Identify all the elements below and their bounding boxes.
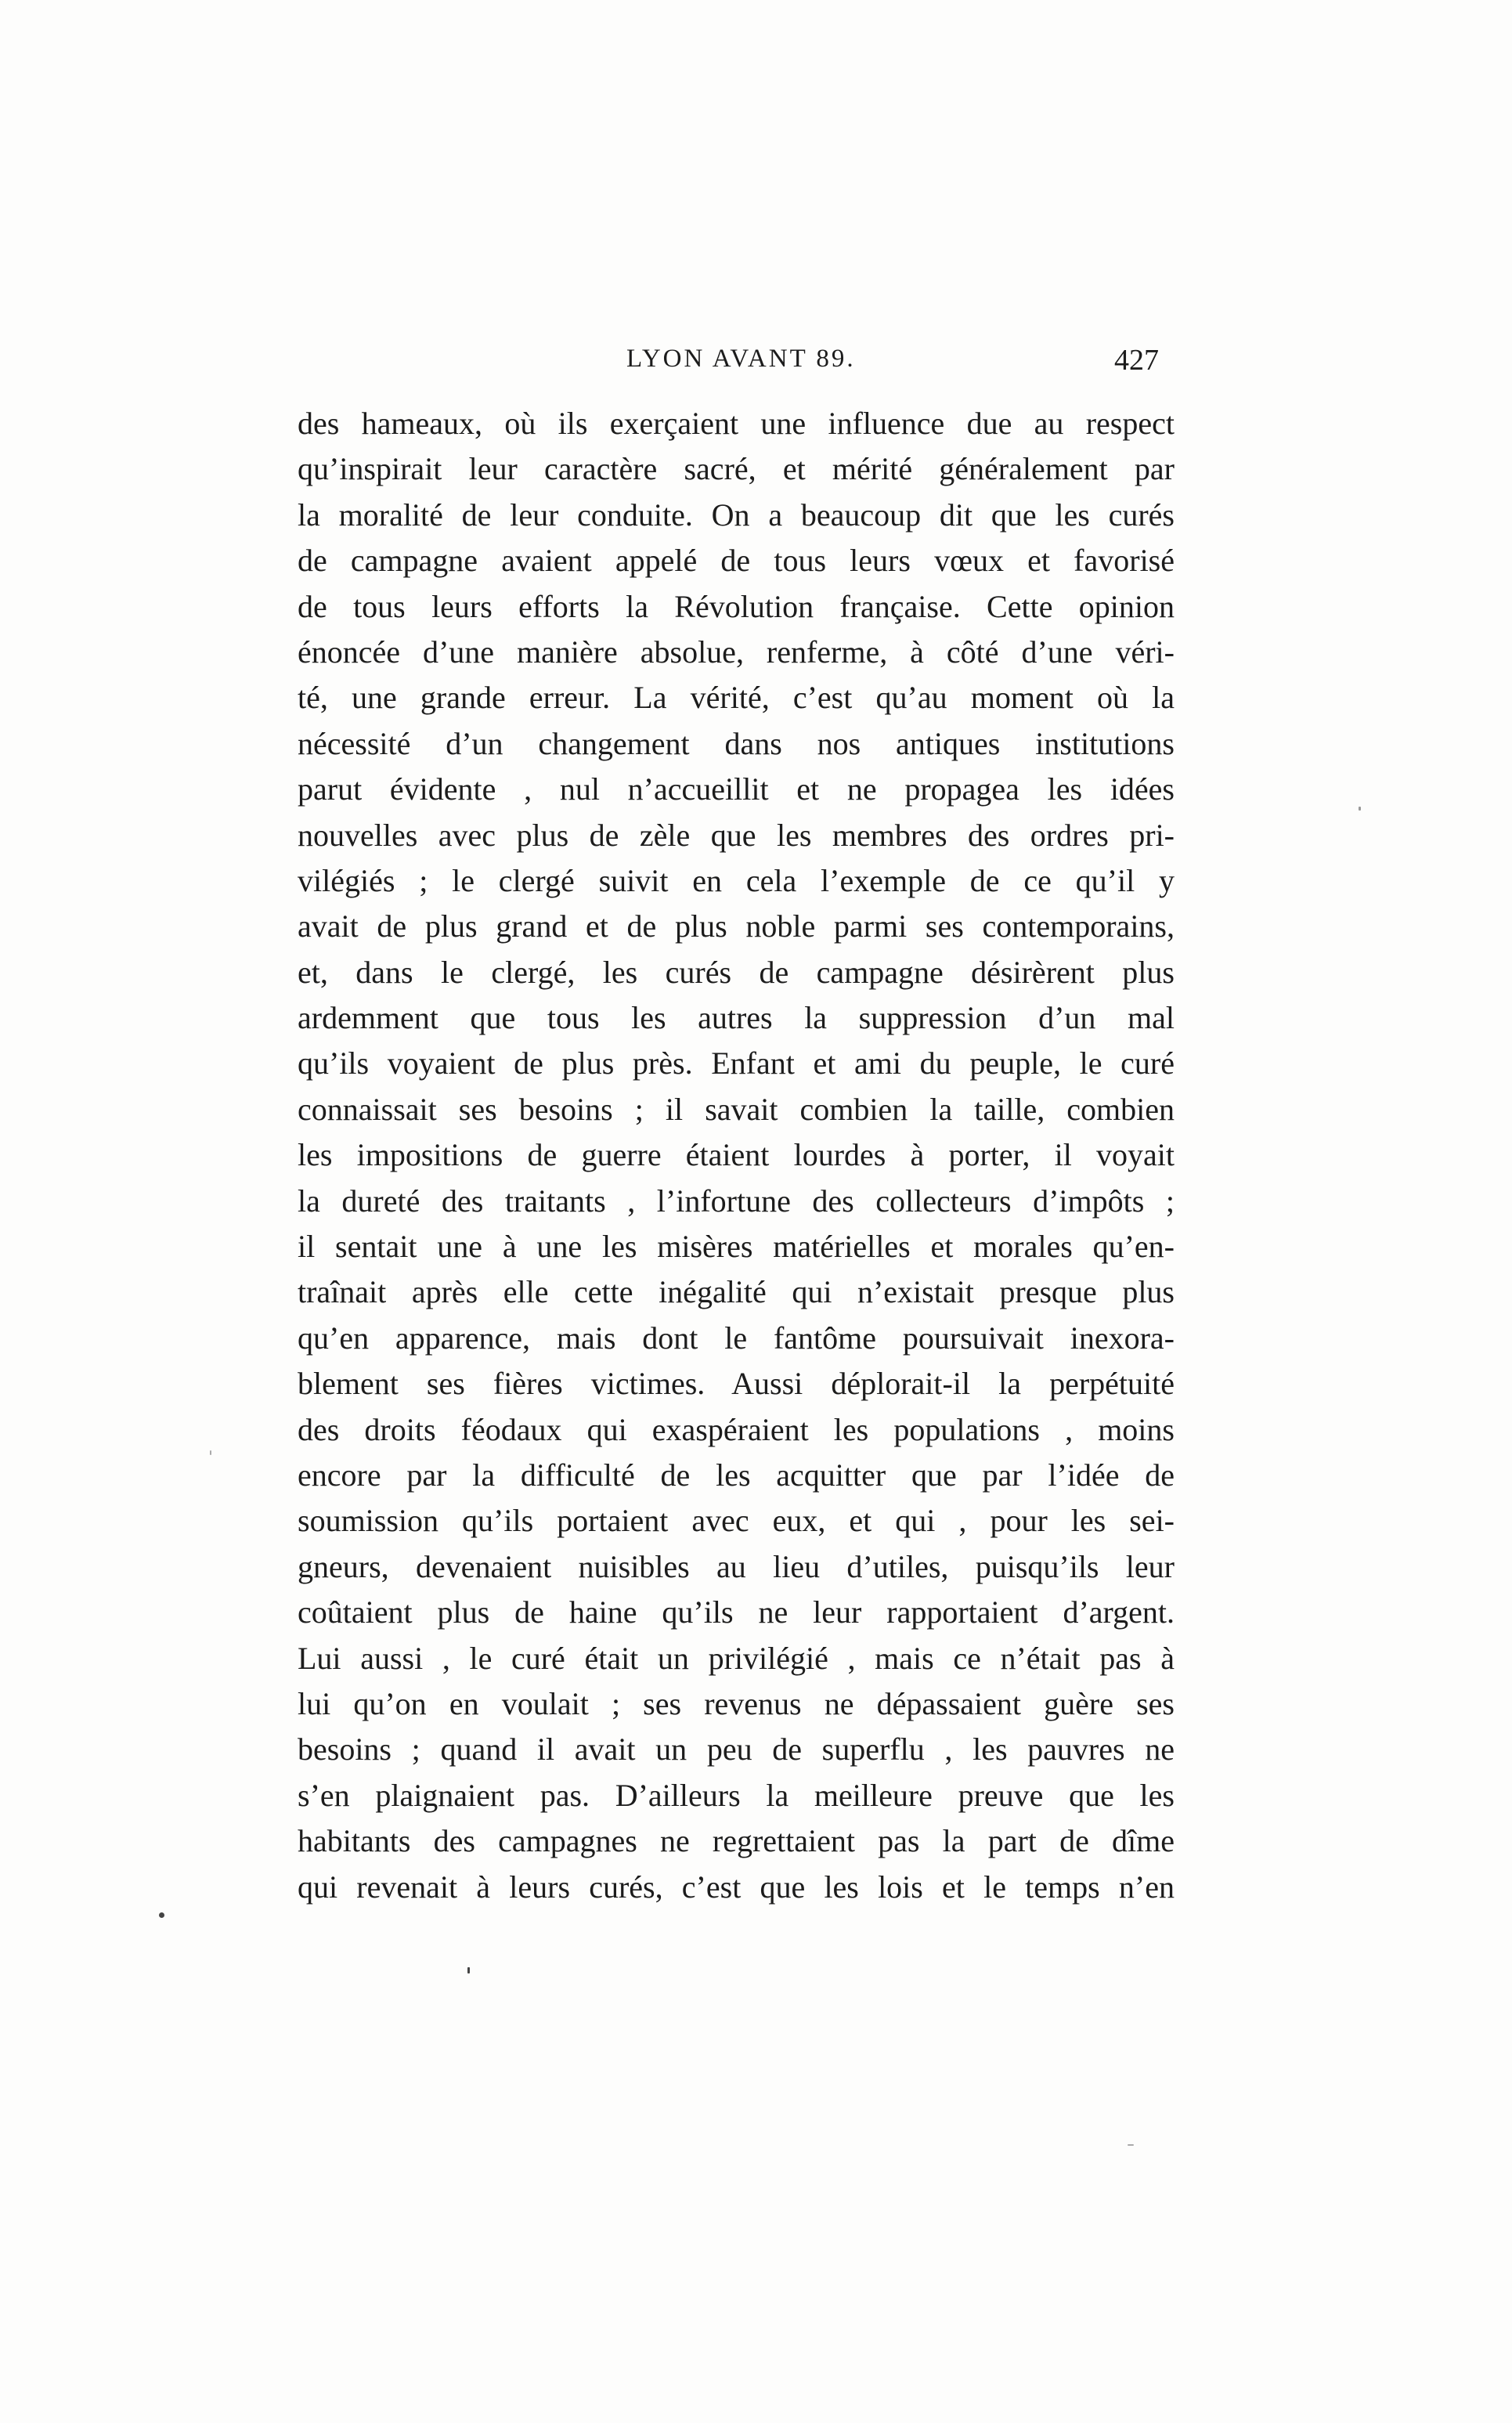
ink-speck [159, 1912, 164, 1918]
text-line: il sentait une à une les misères matérielles et morales qu’en- [298, 1229, 1175, 1265]
text-line: nouvelles avec plus de zèle que les membres des ordres pri- [298, 817, 1175, 853]
text-line: de campagne avaient appelé de tous leurs vœux et favorisé [298, 543, 1175, 579]
text-line: gneurs, devenaient nuisibles au lieu d’utiles, puisqu’ils leur [298, 1548, 1175, 1584]
ink-speck [210, 1450, 211, 1455]
text-line: nécessité d’un changement dans nos antiques institutions [298, 725, 1175, 761]
text-line: té, une grande erreur. La vérité, c’est qu’au moment où la [298, 680, 1175, 716]
text-line: Lui aussi , le curé était un privilégié , mais ce n’était pas à [298, 1640, 1175, 1676]
text-line: blement ses fières victimes. Aussi déplorait-il la perpétuité [298, 1366, 1175, 1402]
ink-speck [467, 1967, 470, 1973]
page-number: 427 [1114, 344, 1159, 377]
running-head [298, 345, 1159, 392]
text-line: habitants des campagnes ne regrettaient pas la part de dîme [298, 1823, 1175, 1859]
text-line: traînait après elle cette inégalité qui n’existait presque plus [298, 1274, 1175, 1310]
text-line: ardemment que tous les autres la suppression d’un mal [298, 1000, 1175, 1036]
text-line: les impositions de guerre étaient lourdes à porter, il voyait [298, 1137, 1175, 1173]
text-line: coûtaient plus de haine qu’ils ne leur rapportaient d’argent. [298, 1594, 1175, 1630]
text-line: parut évidente , nul n’accueillit et ne propagea les idées [298, 771, 1175, 807]
text-line: la moralité de leur conduite. On a beaucoup dit que les curés [298, 497, 1175, 533]
text-line: s’en plaignaient pas. D’ailleurs la meilleure preuve que les [298, 1777, 1175, 1813]
text-line: encore par la difficulté de les acquitter que par l’idée de [298, 1457, 1175, 1493]
ink-speck [1359, 807, 1361, 811]
text-line: des droits féodaux qui exaspéraient les populations , moins [298, 1411, 1175, 1447]
text-line: énoncée d’une manière absolue, renferme, à côté d’une véri- [298, 634, 1175, 670]
text-line: qu’ils voyaient de plus près. Enfant et ami du peuple, le curé [298, 1045, 1175, 1082]
text-line: vilégiés ; le clergé suivit en cela l’exemple de ce qu’il y [298, 862, 1175, 898]
ink-speck [1128, 2144, 1134, 2146]
text-line: de tous leurs efforts la Révolution française. Cette opinion [298, 588, 1175, 624]
text-line: soumission qu’ils portaient avec eux, et qui , pour les sei- [298, 1503, 1175, 1539]
body-text [298, 401, 1175, 1910]
text-line: lui qu’on en voulait ; ses revenus ne dépassaient guère ses [298, 1685, 1175, 1721]
text-line: besoins ; quand il avait un peu de superflu , les pauvres ne [298, 1731, 1175, 1768]
text-line: qui revenait à leurs curés, c’est que les lois et le temps n’en [298, 1869, 1175, 1905]
text-line: la dureté des traitants , l’infortune des collecteurs d’impôts ; [298, 1183, 1175, 1219]
text-line: qu’en apparence, mais dont le fantôme poursuivait inexora- [298, 1320, 1175, 1356]
text-line: des hameaux, où ils exerçaient une influence due au respect [298, 406, 1175, 441]
text-line: connaissait ses besoins ; il savait combien la taille, combien [298, 1091, 1175, 1127]
text-line: qu’inspirait leur caractère sacré, et mérité généralement par [298, 451, 1175, 487]
text-line: et, dans le clergé, les curés de campagne désirèrent plus [298, 954, 1175, 990]
text-line: avait de plus grand et de plus noble parmi ses contemporains, [298, 908, 1175, 944]
running-title: LYON AVANT 89. [626, 345, 856, 373]
